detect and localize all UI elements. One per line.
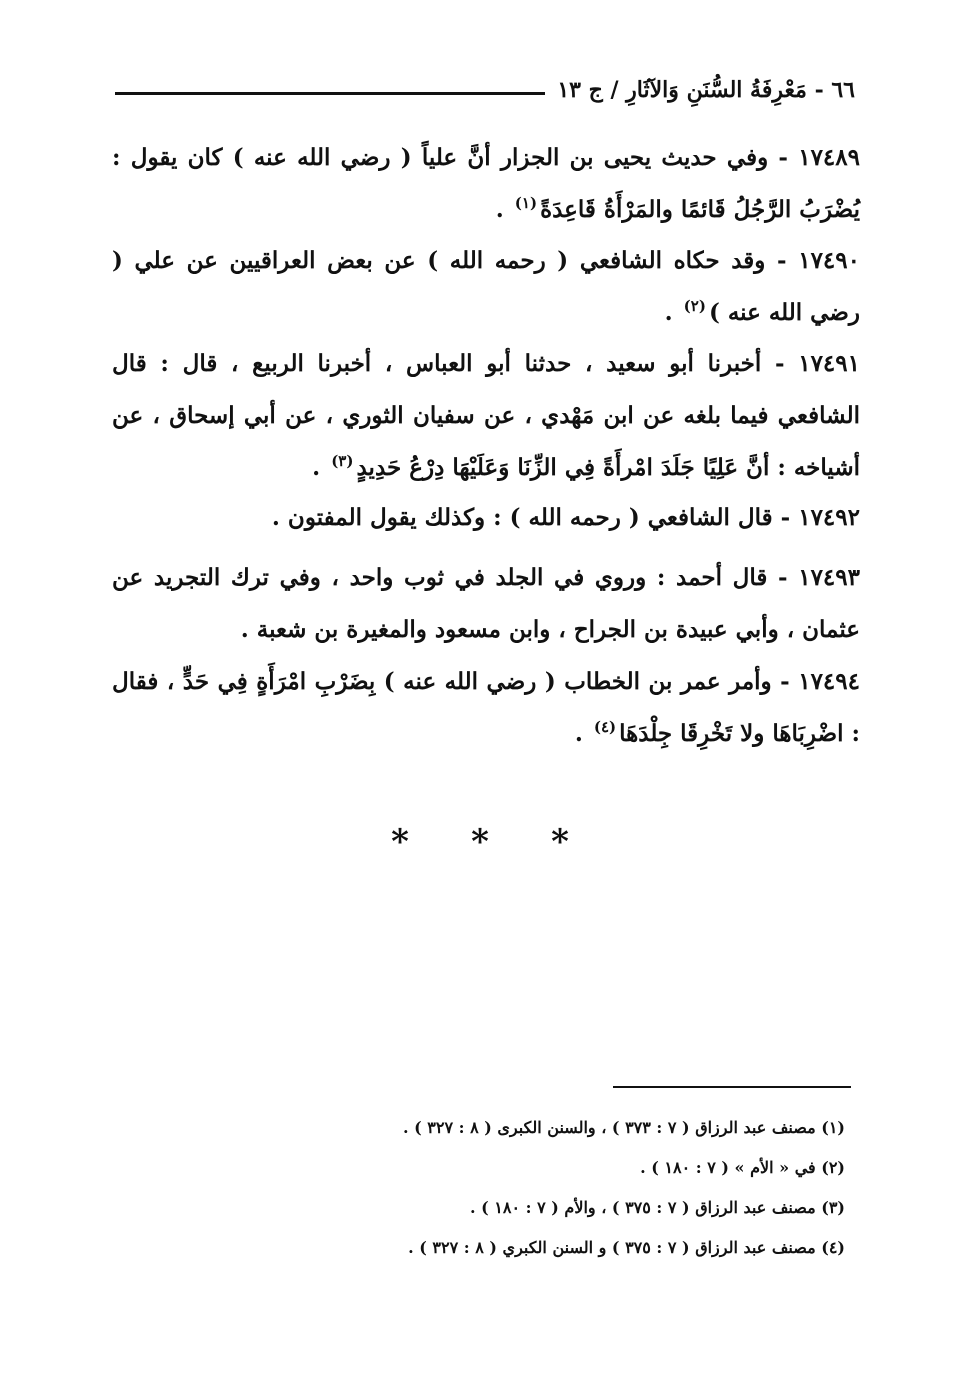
footnote-3: (٣) مصنف عبد الرزاق ( ٧ : ٣٧٥ ) ، والأم ( ٧ : ١٨٠ ) . [470,1198,845,1217]
asterisk-mark: * [391,822,409,862]
paragraph-number: ١٧٤٩٤ [798,668,860,695]
section-separator [380,822,580,862]
footnote-ref: (٣) [331,452,354,471]
paragraph-17493 [112,552,860,656]
paragraph-text: - وأمر عمر بن الخطاب ( رضي الله عنه ) بِضَرْبِ امْرَأَةٍ فِي حَدٍّ ، فقال : اضْرِبَاهَا ولا تَخْرِقَا جِلْدَهَا [112,668,860,747]
paragraph-17492 [112,492,860,544]
running-header [115,70,855,110]
asterisk-mark: * [551,822,569,862]
paragraph-end: . [664,299,681,326]
paragraph-number: ١٧٤٩٠ [798,247,860,274]
paragraph-number: ١٧٤٨٩ [798,144,860,171]
paragraph-end: . [574,720,591,747]
footnote-1: (١) مصنف عبد الرزاق ( ٧ : ٣٧٣ ) ، والسنن الكبرى ( ٨ : ٣٢٧ ) . [402,1118,845,1137]
paragraph-text: - قال أحمد : وروي في الجلد في ثوب واحد ، وفي ترك التجريد عن عثمان ، وأبي عبيدة بن الجراح ، وابن مسعود والمغيرة بن شعبة . [112,564,860,643]
paragraph-17494 [112,656,860,760]
footnote-2: (٢) في « الأم » ( ٧ : ١٨٠ ) . [640,1158,845,1177]
paragraph-number: ١٧٤٩١ [798,350,860,377]
footnote-ref: (٢) [683,297,706,316]
asterisk-mark: * [471,822,489,862]
paragraph-number: ١٧٤٩٣ [798,564,860,591]
header-rule [115,92,545,95]
paragraph-text: - أخبرنا أبو سعيد ، حدثنا أبو العباس ، أخبرنا الربيع ، قال : قال الشافعي فيما بلغه عن ابن مَهْدي ، عن سفيان الثوري ، عن أبي إسحاق ، عن أشياخه : أنَّ عَلِيًا جَلَدَ امْرأَةً فِي الزِّنَا وَعَلَيْهَا دِرْعُ حَدِيدٍ [112,350,860,481]
footnote-divider [613,1086,851,1088]
paragraph-17490 [112,235,860,339]
footnote-4: (٤) مصنف عبد الرزاق ( ٧ : ٣٧٥ ) و السنن الكبري ( ٨ : ٣٢٧ ) . [408,1238,845,1257]
paragraph-17491 [112,338,860,494]
header-title: ٦٦ - مَعْرِفَةُ السُّنَنِ وَالآثَارِ / ج ١٣ [557,77,855,103]
paragraph-end: . [312,454,329,481]
paragraph-number: ١٧٤٩٢ [798,504,860,531]
footnote-ref: (٤) [593,718,617,737]
paragraph-end: . [495,196,512,223]
footnote-ref: (١) [514,194,538,213]
paragraph-text: - وقد حكاه الشافعي ( رحمه الله ) عن بعض العراقيين عن علي ( رضي الله عنه ) [112,247,860,326]
paragraph-text: - قال الشافعي ( رحمه الله ) : وكذلك يقول المفتون . [271,504,799,531]
footnotes [200,1108,845,1268]
paragraph-17489 [112,132,860,236]
paragraph-text: - وفي حديث يحيى بن الجزار أنَّ علياً ( رضي الله عنه ) كان يقول : يُضْرَبُ الرَّجُلُ قَائمًا والمَرْأَةُ قَاعِدَةً [112,144,860,223]
